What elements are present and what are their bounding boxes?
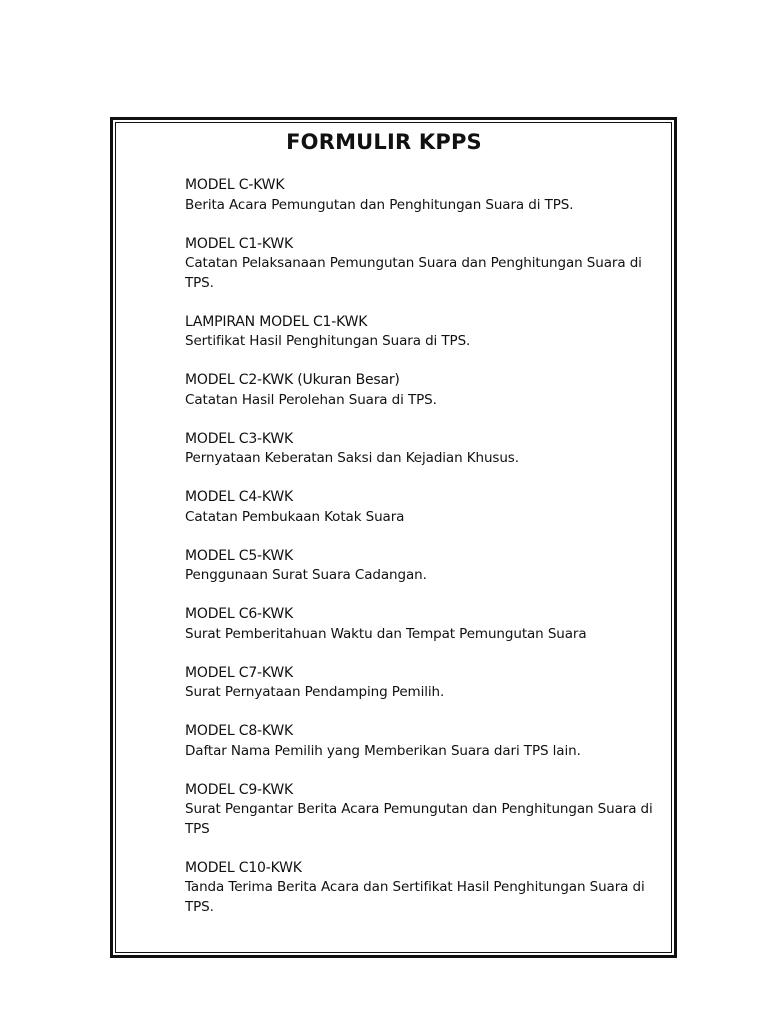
form-entry	[185, 722, 655, 761]
form-list	[185, 176, 655, 937]
form-model-description: Daftar Nama Pemilih yang Memberikan Suara dari TPS lain.	[185, 742, 581, 759]
form-model-title: MODEL C6-KWK	[185, 606, 294, 622]
form-entry	[185, 781, 655, 840]
form-model-title: MODEL C5-KWK	[185, 547, 294, 564]
form-model-description: Tanda Terima Berita Acara dan Sertifikat Hasil Penghitungan Suara di TPS.	[185, 879, 645, 915]
form-model-title: MODEL C7-KWK	[185, 664, 294, 681]
form-entry	[185, 235, 655, 294]
form-model-description: Sertifikat Hasil Penghitungan Suara di TPS.	[185, 333, 471, 349]
form-model-description: Catatan Pembukaan Kotak Suara	[185, 508, 405, 525]
form-model-title: MODEL C8-KWK	[185, 723, 294, 739]
form-entry	[185, 371, 655, 410]
form-model-title: MODEL C2-KWK (Ukuran Besar)	[185, 372, 400, 388]
form-model-title: MODEL C4-KWK	[185, 489, 294, 505]
form-entry	[185, 488, 655, 527]
form-entry	[185, 605, 655, 644]
form-entry	[185, 176, 655, 215]
document-title: FORMULIR KPPS	[286, 130, 482, 154]
form-model-description: Catatan Hasil Perolehan Suara di TPS.	[185, 391, 437, 408]
form-model-title: MODEL C-KWK	[185, 177, 285, 193]
form-model-description: Surat Pengantar Berita Acara Pemungutan dan Penghitungan Suara di TPS	[185, 801, 653, 837]
form-model-description: Penggunaan Surat Suara Cadangan.	[185, 567, 427, 583]
form-model-title: MODEL C10-KWK	[185, 859, 302, 876]
form-entry	[185, 313, 655, 352]
form-entry	[185, 859, 655, 918]
form-model-description: Surat Pernyataan Pendamping Pemilih.	[185, 684, 445, 700]
form-model-description: Catatan Pelaksanaan Pemungutan Suara dan Penghitungan Suara di TPS.	[185, 255, 642, 291]
form-entry	[185, 664, 655, 703]
form-model-description: Pernyataan Keberatan Saksi dan Kejadian Khusus.	[185, 450, 519, 466]
form-model-title: MODEL C9-KWK	[185, 781, 294, 798]
form-model-description: Berita Acara Pemungutan dan Penghitungan Suara di TPS.	[185, 196, 574, 213]
form-entry	[185, 547, 655, 586]
form-model-title: MODEL C1-KWK	[185, 235, 294, 252]
form-model-title: LAMPIRAN MODEL C1-KWK	[185, 313, 368, 330]
form-model-description: Surat Pemberitahuan Waktu dan Tempat Pemungutan Suara	[185, 625, 587, 642]
form-entry	[185, 430, 655, 469]
form-model-title: MODEL C3-KWK	[185, 430, 294, 447]
